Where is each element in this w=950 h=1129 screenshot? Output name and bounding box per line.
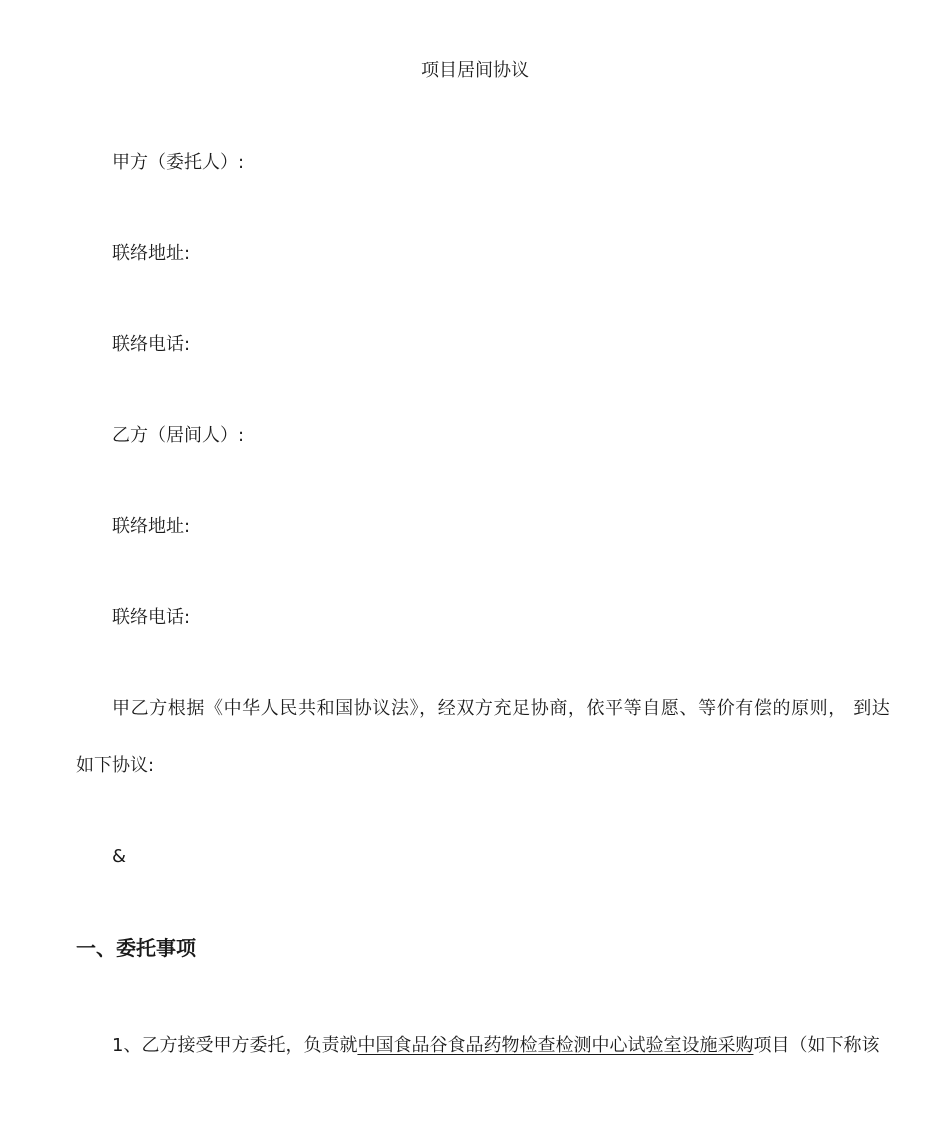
section-1-heading: 一、委托事项 [76, 936, 196, 960]
clause-1-project-name: 中国食品谷食品药物检查检测中心试验室设施采购 [357, 1035, 754, 1056]
clause-1-suffix: 项目（如下称该 [753, 1035, 880, 1056]
clause-1-line [112, 1034, 879, 1058]
clause-1-prefix: 1、乙方接受甲方委托，负责就 [112, 1035, 358, 1056]
party-b-phone-label: 联络电话: [112, 607, 191, 628]
document-title: 项目居间协议 [421, 60, 529, 81]
ampersand-line: & [112, 846, 127, 867]
party-a-address-label: 联络地址: [112, 243, 191, 264]
preamble-line-2: 如下协议: [76, 755, 155, 776]
party-b-address-label: 联络地址: [112, 516, 191, 537]
party-a-label: 甲方（委托人）: [112, 152, 245, 173]
party-a-phone-label: 联络电话: [112, 334, 191, 355]
party-b-label: 乙方（居间人）: [112, 425, 245, 446]
preamble-line-1: 甲乙方根据《中华人民共和国协议法》，经双方充足协商，依平等自愿、等价有偿的原则， 到达 [112, 698, 890, 719]
